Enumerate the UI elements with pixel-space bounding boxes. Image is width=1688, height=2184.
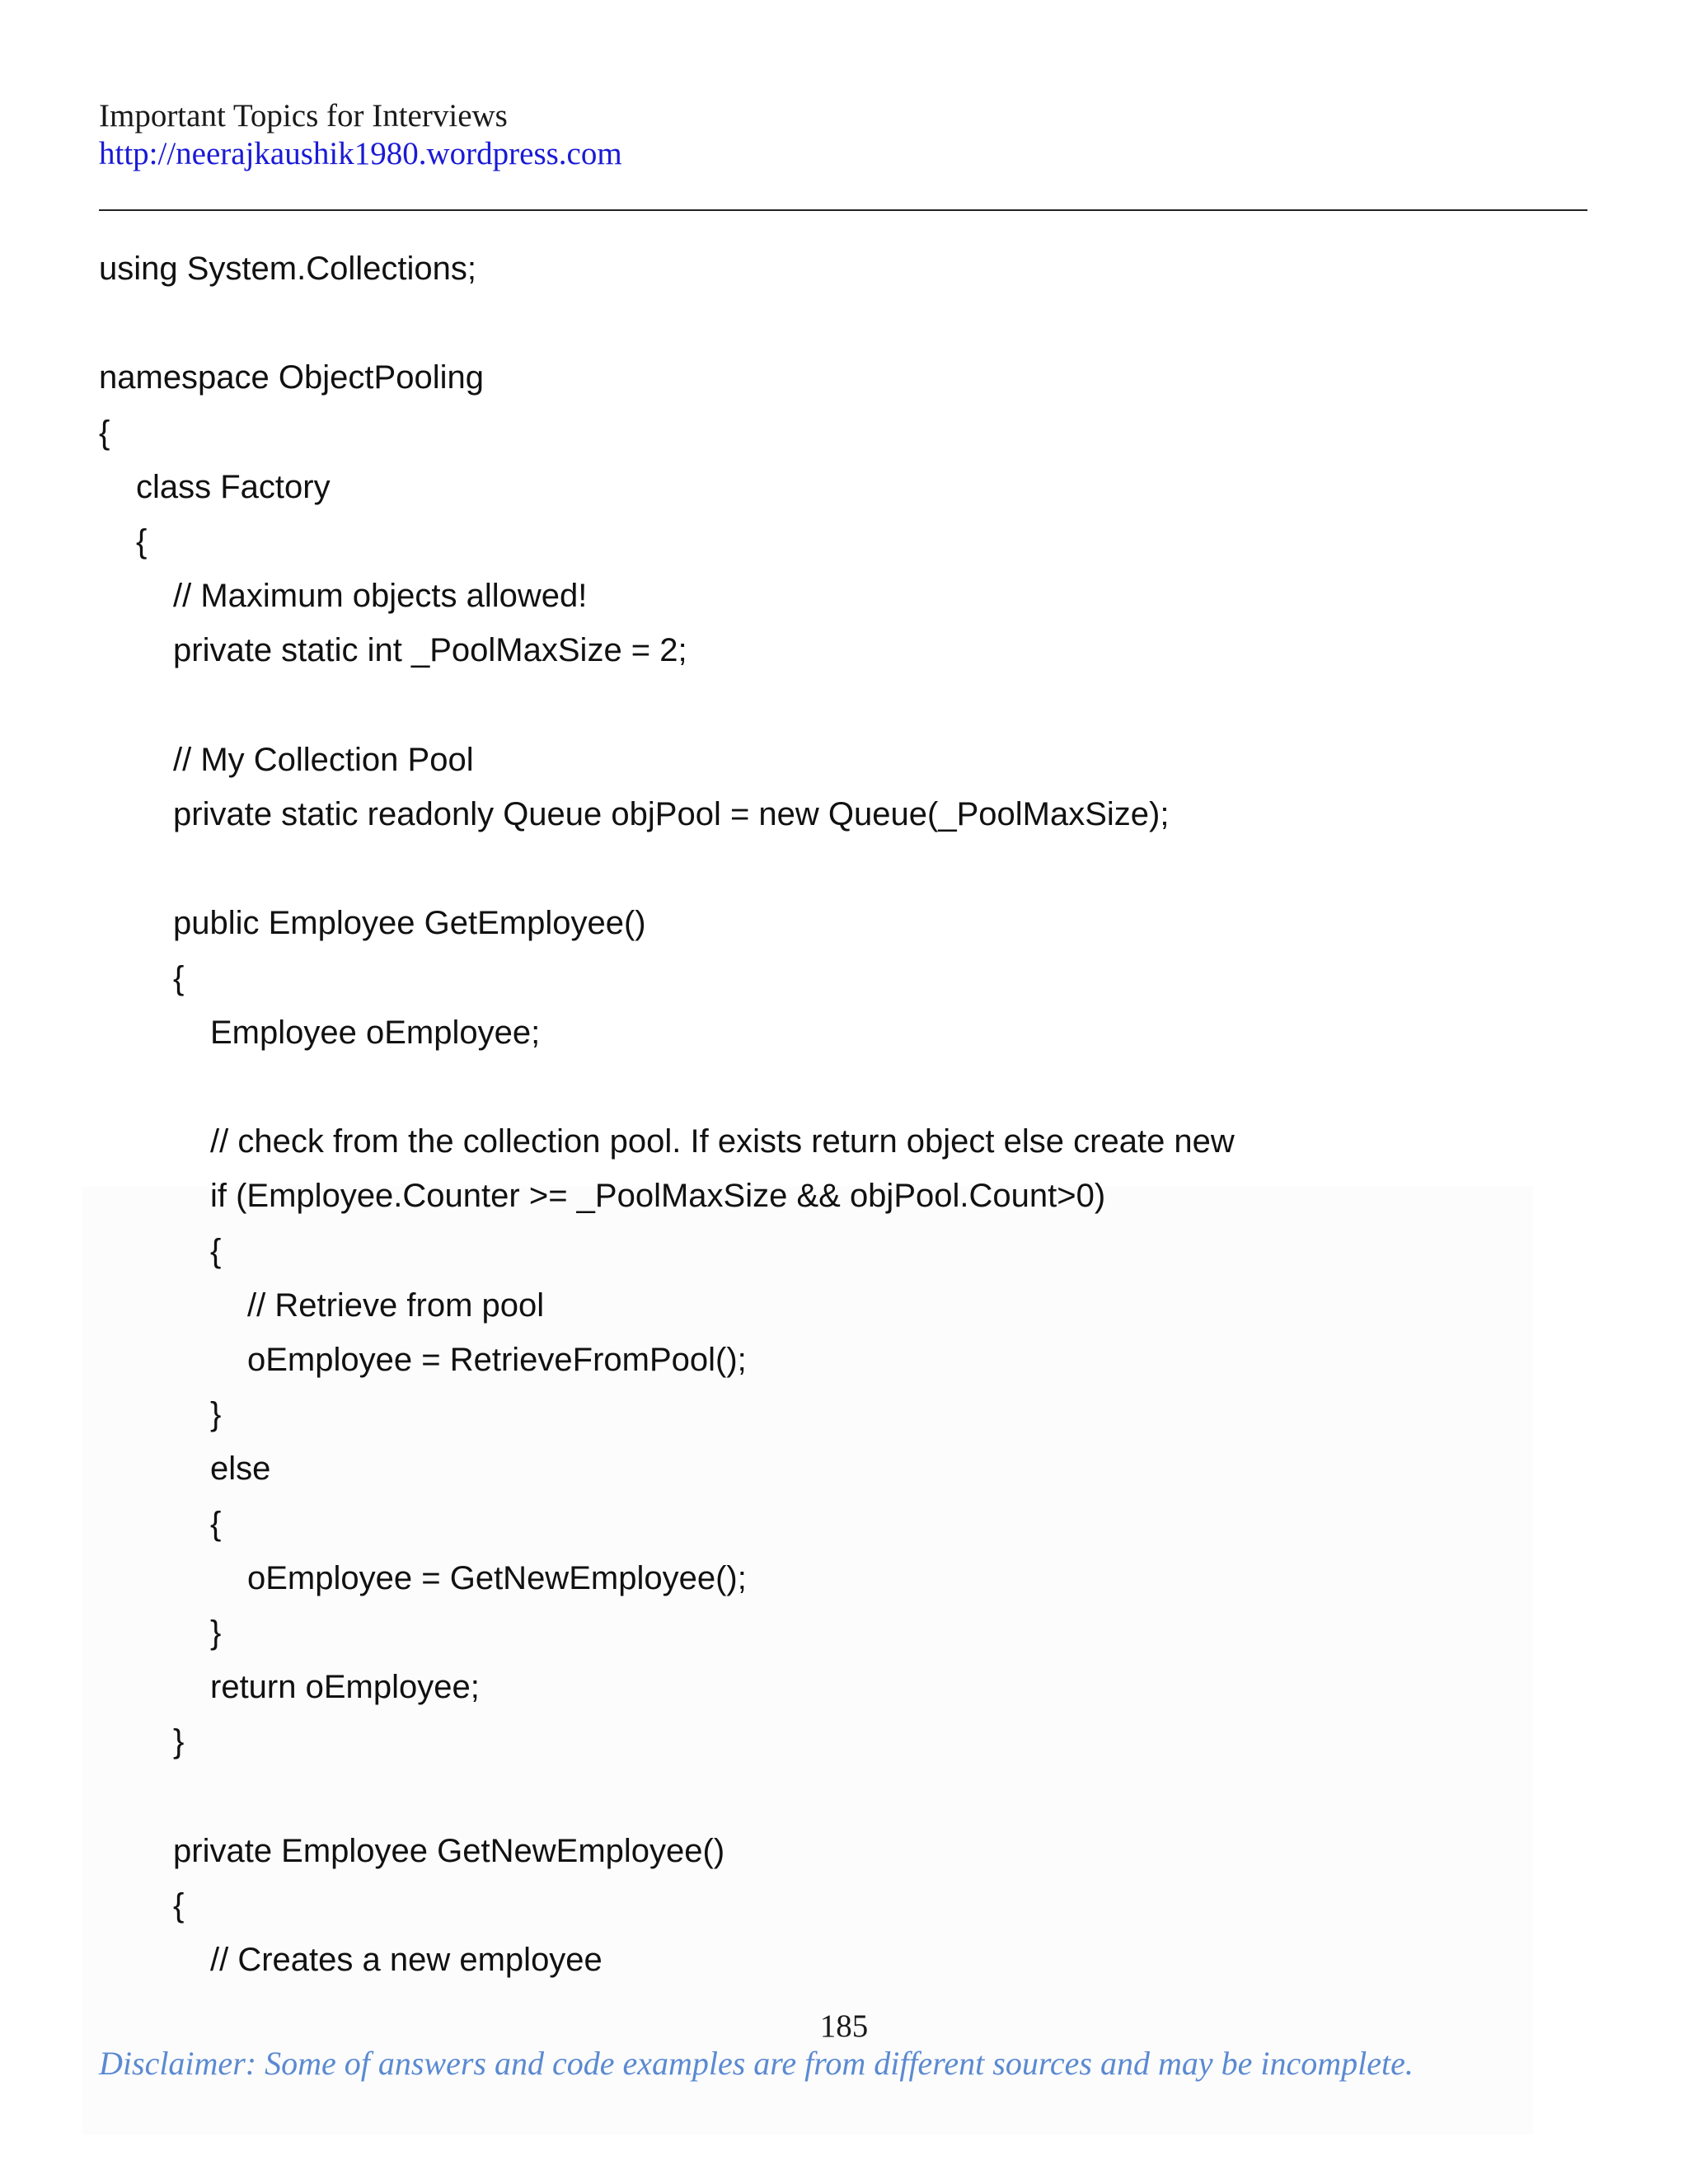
code-line: if (Employee.Counter >= _PoolMaxSize && objPool.Count>0) [210,1178,1106,1215]
code-line: return oEmployee; [210,1669,480,1706]
code-line: { [173,1887,185,1924]
code-line: Employee oEmployee; [210,1014,541,1051]
code-line: } [210,1396,222,1433]
header-divider [99,209,1587,211]
code-background [82,1187,1533,2135]
code-line: else [210,1451,271,1488]
code-line: oEmployee = RetrieveFromPool(); [247,1342,747,1378]
code-line: { [99,414,110,451]
code-line: // Maximum objects allowed! [173,578,588,615]
code-line: // Creates a new employee [210,1942,603,1979]
page-number: 185 [819,2008,869,2044]
header-link[interactable]: http://neerajkaushik1980.wordpress.com [99,136,622,171]
code-line: private Employee GetNewEmployee() [173,1832,725,1869]
code-line: using System.Collections; [99,251,476,287]
code-line: // check from the collection pool. If exists return object else create new [210,1123,1235,1160]
code-line: // My Collection Pool [173,741,474,778]
disclaimer: Disclaimer: Some of answers and code examples are from different sources and may be incomplete. [99,2045,1414,2082]
code-line: private static readonly Queue objPool = new Queue(_PoolMaxSize); [173,796,1170,832]
code-line: { [173,959,185,996]
code-line: oEmployee = GetNewEmployee(); [247,1559,747,1596]
code-line: private static int _PoolMaxSize = 2; [173,632,687,669]
code-line: class Factory [136,468,331,505]
code-line: // Retrieve from pool [247,1286,545,1324]
code-line: { [210,1505,222,1542]
code-line: namespace ObjectPooling [99,359,484,396]
code-line: { [210,1232,222,1269]
code-line: { [136,523,148,560]
code-line: public Employee GetEmployee() [173,905,646,942]
code-line: } [173,1723,185,1760]
code-line: } [210,1615,222,1651]
header-title: Important Topics for Interviews [99,98,508,134]
